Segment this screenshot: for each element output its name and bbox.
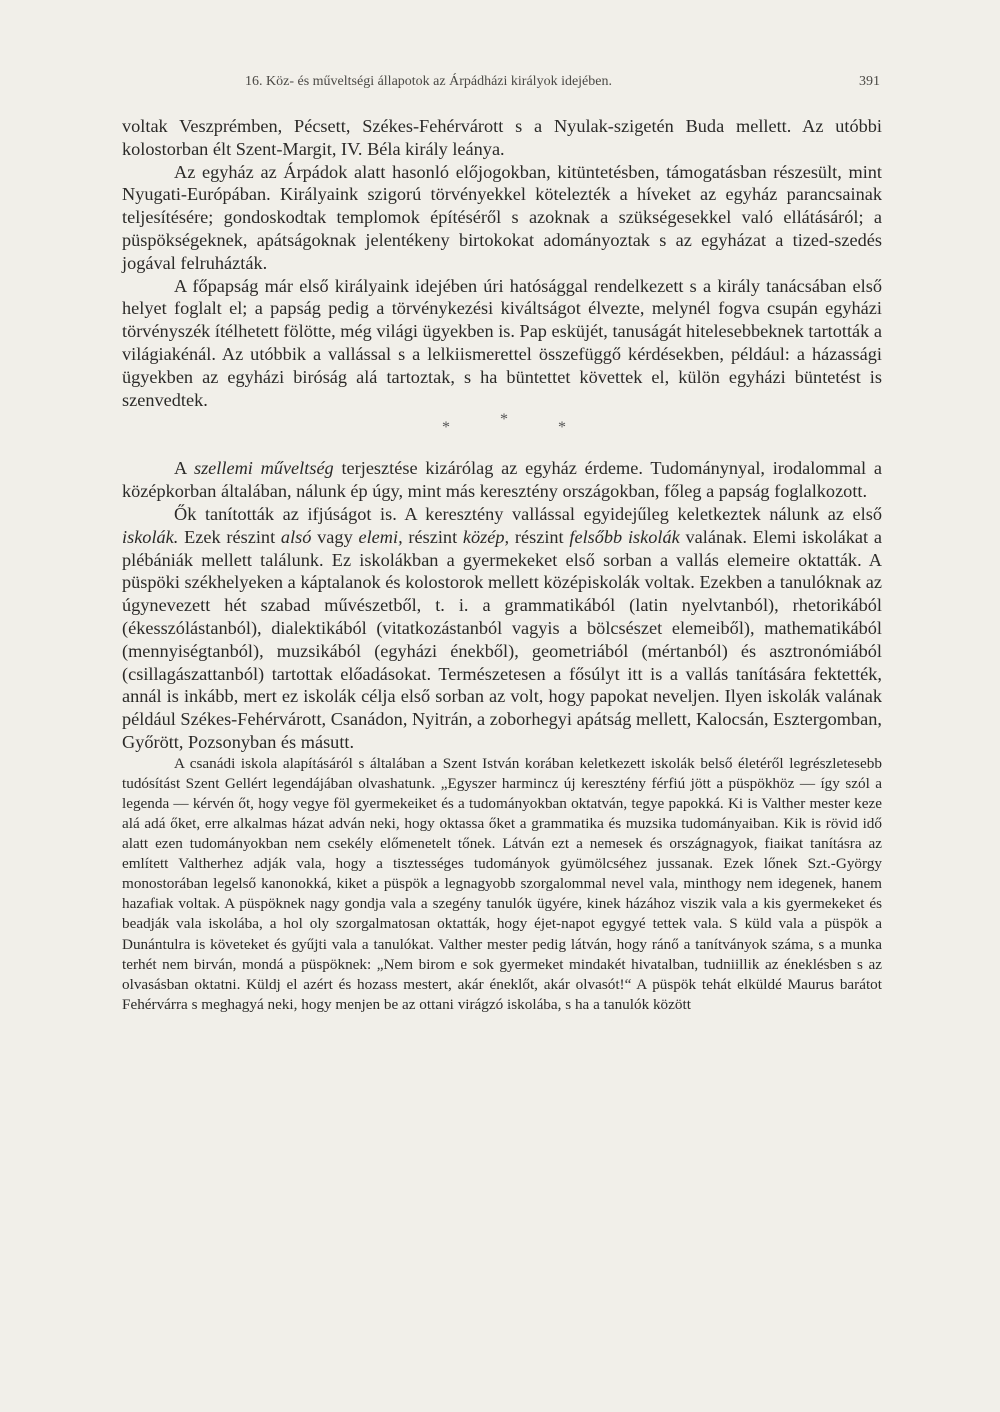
emphasis-term: alsó — [280, 526, 312, 547]
paragraph-3: A főpapság már első királyaink idejében úri hatósággal rendelkezett s a király tanácsában első helyet foglalt el; a papság pedig a törvénykezési kiváltságot élvezte, melynél fogva csupán egyházi törvényszék ítélhetett fölötte, még világi ügyekben is. Pap esküjét, tanuságát hitelesebbeknek tartották a világiakénál. Az utóbbik a vallással s a lelkiismerettel összefüggő kérdésekben, például: a házassági ügyekben az egyházi biróság alá tartoztak, s ha büntettet követtek el, külön egyházi büntetést is szenvedtek. — [122, 275, 882, 410]
main-text — [122, 115, 882, 1015]
section-divider — [122, 411, 882, 445]
paragraph-2: Az egyház az Árpádok alatt hasonló előjogokban, kitüntetésben, támogatásban részesült, mint Nyugati-Európában. Királyaink szigorú törvényekkel kötelezték a híveket az egyház parancsainak teljesítésére; gondoskodtak templomok építéséről s azoknak a szükségesekkel való ellátásáról; a püspökségeknek, apátságoknak jelentékeny birtokokat adományoztak s az egyházat a tized-szedés jogával felruházták. — [122, 161, 882, 273]
emphasis-term: felsőbb iskolák — [569, 526, 680, 547]
page-number: 391 — [859, 74, 880, 89]
emphasis-term: közép, — [462, 526, 510, 547]
asterisk-left: * — [442, 419, 450, 437]
emphasis-term: iskolák. — [122, 526, 179, 547]
emphasis-term: szellemi műveltség — [193, 458, 334, 479]
asterisk-center: * — [500, 411, 508, 429]
paragraph-1: voltak Veszprémben, Pécsett, Székes-Fehérvárott s a Nyulak-szigetén Buda mellett. Az utóbbi kolostorban élt Szent-Margit, IV. Béla király leánya. — [122, 116, 882, 159]
header-title: 16. Köz- és műveltségi állapotok az Árpádházi királyok idejében. — [245, 74, 612, 89]
asterisk-right: * — [558, 419, 566, 437]
paragraph-4: A szellemi műveltség terjesztése kizárólag az egyház érdeme. Tudománynyal, irodalommal a középkorban általában, nálunk ép úgy, mint más keresztény országokban, főleg a papság foglalkozott. — [122, 458, 882, 502]
paragraph-6-small: A csanádi iskola alapításáról s általában a Szent István korában keletkezett iskolák belső életéről legrészletesebb tudósítást Szent Gellért legendájában olvashatunk. „Egyszer harmincz új keresztény férfiú jött a püspökhöz — így szól a legenda — kérvén őt, hogy vegye föl gyermekeiket és a tudományokban oktatván, tegye papokká. Ki is Valther mester keze alá adá őket, erre alkalmas házat adván neki, hogy oktassa őket a grammatika és muzsika tudományaiban. Kik is rövid idő alatt ezen tudományokban nem csekély előmenetelt tőnek. Látván ezt a nemesek és országnagyok, fiaikat tanításra az említett Valtherhez adják vala, hogy a tisztességes tudományok gyümölcséhez jussanak. Ezek lőnek Szt.-György monostorában legelső kanonokká, kiket a püspök a legnagyobb szorgalommal nevel vala, minthogy nem idegenek, hanem hazafiak voltak. A püspöknek nagy gondja vala a szegény tanulók ügyére, kinek házához viszik vala a kis gyermekeket és beadják vala iskolába, a hol oly szorgalmatosan oktatták, hogy éjet-napot egygyé tettek vala. S küld vala a püspök a Dunántulra is követeket és gyűjti vala a tanulókat. Valther mester pedig látván, hogy ránő a tanítványok száma, s a munka terhét nem birván, mondá a püspöknek: „Nem birom e sok gyermeket mindakét hivatalban, tudniillik az éneklésben s az olvasásban oktatni. Küldj el azért és hozass mestert, akár éneklőt, akár olvasót!“ A püspök tehát elküldé Maurus barátot Fehérvárra s meghagyá neki, hogy menjen be az ottani virágzó iskolába, s ha a tanulók között — [122, 754, 882, 1013]
emphasis-term: elemi, — [358, 526, 403, 547]
paragraph-5: Ők tanították az ifjúságot is. A keresztény vallással egyidejűleg keletkeztek nálunk az első iskolák. Ezek részint alsó vagy elemi, részint közép, részint felsőbb iskolák valának. Elemi iskolákat a plébániák mellett találunk. Ez iskolákban a gyermekeket első sorban a vallás elemeire oktatták. A püspöki székhelyeken a káptalanok és kolostorok mellett középiskolák voltak. Ezekben a tanulóknak az úgynevezett hét szabad művészetből, t. i. a grammatikából (latin nyelvtanból), rhetorikából (ékesszólástanból), dialektikából (vitatkozástanból vagyis a bölcsészet elemeiből), mathematikából (mennyiségtanból), muzsikából (egyházi énekből), geometriából (mértanból) és asztronómiából (csillagászattanból) tartottak előadásokat. Természetesen a fősúlyt itt is a vallás tanítására fektették, annál is inkább, mert ez iskolák célja első sorban az volt, hogy papokat neveljen. Ilyen iskolák valának például Székes-Fehérvárott, Csanádon, Nyitrán, a zoborhegyi apátság mellett, Kalocsán, Esztergomban, Győrött, Pozsonyban és másutt. — [122, 503, 882, 752]
